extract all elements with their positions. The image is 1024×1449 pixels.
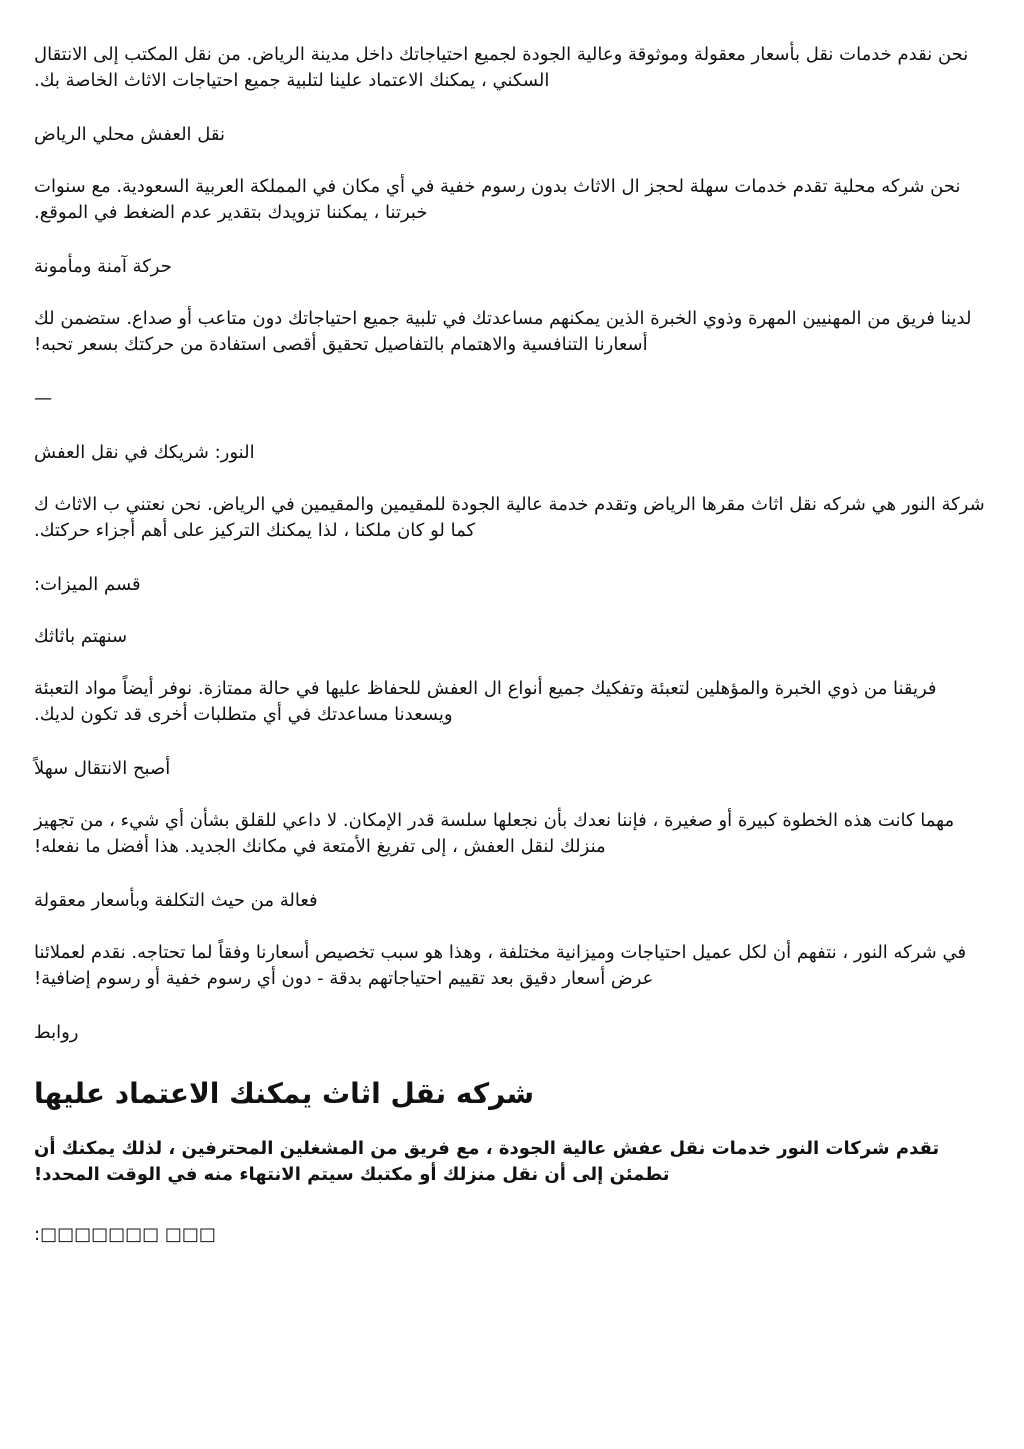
section-heading-easy-move: أصبح الانتقال سهلاً [34, 758, 171, 779]
section-heading-cost-effective: فعالة من حيث التكلفة وبأسعار معقولة [34, 890, 318, 911]
section-heading-links: روابط [34, 1022, 79, 1043]
section-heading-partner: النور: شريكك في نقل العفش [34, 442, 255, 463]
missing-glyph-line: □□□ □□□□□□□: [34, 1224, 216, 1245]
article-body [34, 42, 990, 1248]
furniture-care-paragraph: فريقنا من ذوي الخبرة والمؤهلين لتعبئة وتفكيك جميع أنواع ال العفش للحفاظ عليها في حالة ممتازة. نوفر أيضاً مواد التعبئة ويسعدنا مساعدتك في أي متطلبات أخرى قد تكون لديك. [34, 678, 937, 725]
section-heading-features: قسم الميزات: [34, 574, 141, 595]
section-heading-local-moving: نقل العفش محلي الرياض [34, 124, 226, 145]
cost-effective-paragraph: في شركه النور ، نتفهم أن لكل عميل احتياجات وميزانية مختلفة ، وهذا هو سبب تخصيص أسعارنا وفقاً لما تحتاجه. نقدم لعملائنا عرض أسعار دقيق بعد تقييم احتياجاتهم بدقة - دون أي رسوم خفية أو رسوم إضافية! [34, 942, 967, 989]
local-moving-paragraph: نحن شركه محلية تقدم خدمات سهلة لحجز ال الاثاث بدون رسوم خفية في أي مكان في المملكة العربية السعودية. مع سنوات خبرتنا ، يمكننا تزويدك بتقدير عدم الضغط في الموقع. [34, 176, 961, 223]
easy-move-paragraph: مهما كانت هذه الخطوة كبيرة أو صغيرة ، فإننا نعدك بأن نجعلها سلسة قدر الإمكان. لا داعي للقلق بشأن أي شيء ، من تجهيز منزلك لنقل العفش ، إلى تفريغ الأمتعة في مكانك الجديد. هذا أفضل ما نفعله! [34, 810, 955, 857]
intro-paragraph: نحن نقدم خدمات نقل بأسعار معقولة وموثوقة وعالية الجودة لجميع احتياجاتك داخل مدينة الرياض. من نقل المكتب إلى الانتقال السكني ، يمكنك الاعتماد علينا لتلبية جميع احتياجات الاثاث الخاصة بك. [34, 44, 969, 91]
bold-summary-paragraph: تقدم شركات النور خدمات نقل عفش عالية الجودة ، مع فريق من المشغلين المحترفين ، لذلك يمكنك أن تطمئن إلى أن نقل منزلك أو مكتبك سيتم الانتهاء منه في الوقت المحدد! [34, 1138, 940, 1185]
safe-move-paragraph: لدينا فريق من المهنيين المهرة وذوي الخبرة الذين يمكنهم مساعدتك في تلبية جميع احتياجاتك دون متاعب أو صداع. ستضمن لك أسعارنا التنافسية والاهتمام بالتفاصيل تحقيق أقصى استفادة من حركتك بسعر تحبه! [34, 308, 972, 355]
section-heading-furniture-care: سنهتم باثاثك [34, 626, 128, 647]
main-heading: شركه نقل اثاث يمكنك الاعتماد عليها [34, 1077, 535, 1110]
divider-dash: — [34, 388, 52, 409]
section-heading-safe-move: حركة آمنة ومأمونة [34, 256, 172, 277]
partner-paragraph: شركة النور هي شركه نقل اثاث مقرها الرياض وتقدم خدمة عالية الجودة للمقيمين والمقيمين في الرياض. نحن نعتني ب الاثاث ك كما لو كان ملكنا ، لذا يمكنك التركيز على أهم أجزاء حركتك. [34, 494, 985, 541]
